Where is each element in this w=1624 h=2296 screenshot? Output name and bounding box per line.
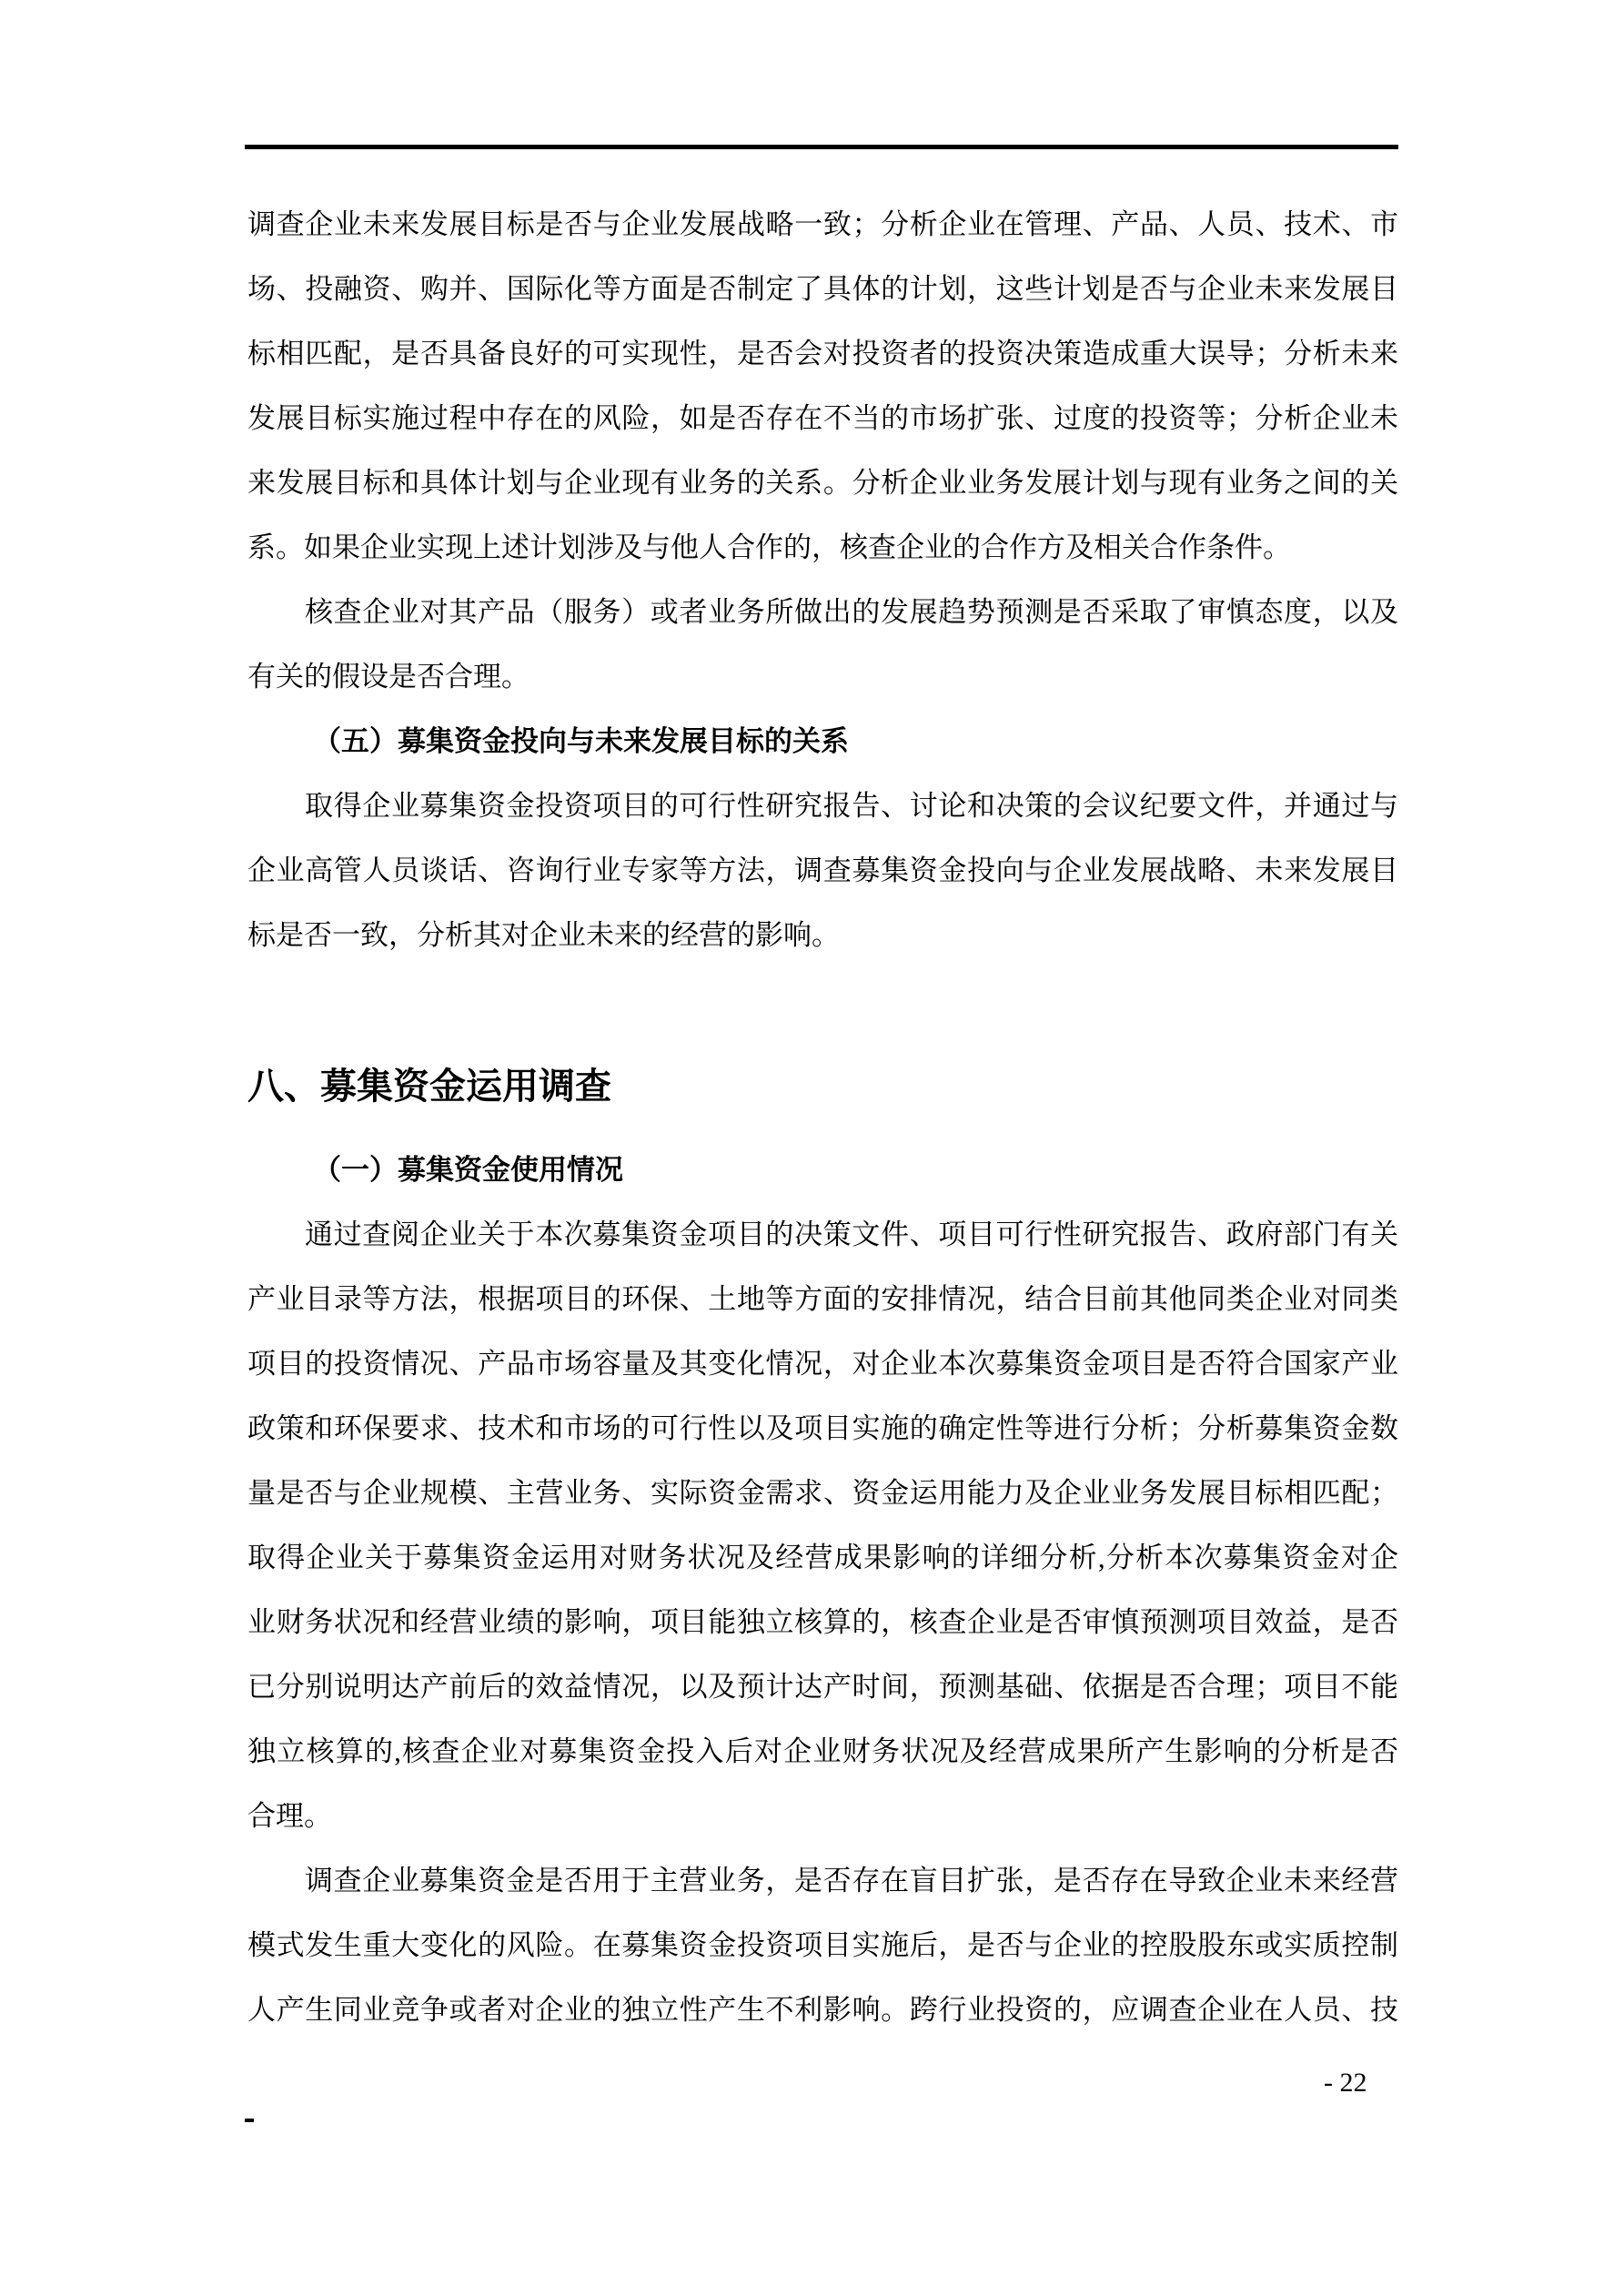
text-line: 企业高管人员谈话、咨询行业专家等方法，调查募集资金投向与企业发展战略、未来发展目 [247,855,1398,886]
text-line: 取得企业关于募集资金运用对财务状况及经营成果影响的详细分析,分析本次募集资金对企 [247,1542,1398,1573]
text-line: 业财务状况和经营业绩的影响，项目能独立核算的，核查企业是否审慎预测项目效益，是否 [247,1606,1398,1638]
text-line: 系。如果企业实现上述计划涉及与他人合作的，核查企业的合作方及相关合作条件。 [247,531,1291,563]
text-line: 量是否与企业规模、主营业务、实际资金需求、资金运用能力及企业业务发展目标相匹配； [247,1477,1398,1509]
paragraph-continuation [247,192,1398,580]
text-line: 核查企业对其产品（服务）或者业务所做出的发展趋势预测是否采取了审慎态度，以及 [305,596,1398,628]
text-line: 合理。 [247,1800,332,1832]
section-heading-5: （五）募集资金投向与未来发展目标的关系 [313,725,849,757]
text-line: 模式发生重大变化的风险。在募集资金投资项目实施后，是否与企业的控股股东或实质控制 [247,1929,1398,1961]
text-line: 取得企业募集资金投资项目的可行性研究报告、讨论和决策的会议纪要文件，并通过与 [305,790,1398,822]
text-line: 来发展目标和具体计划与企业现有业务的关系。分析企业业务发展计划与现有业务之间的关 [247,467,1398,499]
text-line: 已分别说明达产前后的效益情况，以及预计达产时间，预测基础、依据是否合理；项目不能 [247,1671,1398,1703]
text-line: 项目的投资情况、产品市场容量及其变化情况，对企业本次募集资金项目是否符合国家产业 [247,1348,1398,1380]
stray-dash-mark [245,2119,254,2122]
text-line: 有关的假设是否合理。 [247,661,530,693]
page-number: - 22 [1324,2068,1367,2098]
text-line: 产业目录等方法，根据项目的环保、土地等方面的安排情况，结合目前其他同类企业对同类 [247,1283,1398,1315]
text-line: 独立核算的,核查企业对募集资金投入后对企业财务状况及经营成果所产生影响的分析是否 [247,1735,1398,1767]
text-line: 调查企业未来发展目标是否与企业发展战略一致；分析企业在管理、产品、人员、技术、市 [247,208,1398,240]
text-line: 场、投融资、购并、国际化等方面是否制定了具体的计划，这些计划是否与企业未来发展目 [247,273,1398,305]
section-heading-1: （一）募集资金使用情况 [313,1154,623,1186]
text-line: 调查企业募集资金是否用于主营业务，是否存在盲目扩张，是否存在导致企业未来经营 [305,1865,1398,1896]
text-line: 政策和环保要求、技术和市场的可行性以及项目实施的确定性等进行分析；分析募集资金数 [247,1412,1398,1444]
text-line: 标是否一致，分析其对企业未来的经营的影响。 [247,919,840,951]
text-line: 通过查阅企业关于本次募集资金项目的决策文件、项目可行性研究报告、政府部门有关 [305,1219,1398,1250]
paragraph-mainbiz [247,1848,1398,2042]
text-line: 标相匹配，是否具备良好的可实现性，是否会对投资者的投资决策造成重大误导；分析未来 [247,338,1398,369]
text-line: 发展目标实施过程中存在的风险，如是否存在不当的市场扩张、过度的投资等；分析企业未 [247,402,1398,434]
header-rule [245,145,1398,149]
paragraph-section5 [247,774,1398,967]
text-line: 人产生同业竞争或者对企业的独立性产生不利影响。跨行业投资的，应调查企业在人员、技 [247,1994,1398,2026]
chapter-heading-8: 八、募集资金运用调查 [247,1067,611,1107]
paragraph-prudence [247,580,1398,709]
paragraph-usage [247,1202,1398,1848]
